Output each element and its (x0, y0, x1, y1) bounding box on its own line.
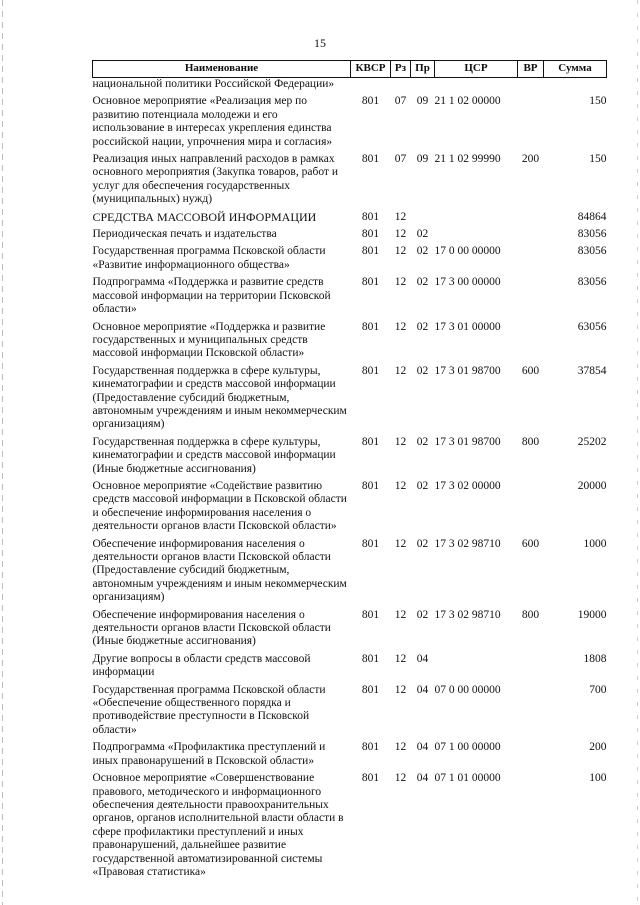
table-row (93, 680, 607, 738)
row-pr: 02 (416, 228, 429, 241)
row-rz: 12 (394, 683, 407, 696)
row-pr: 09 (416, 95, 429, 108)
row-csr: 07 1 01 00000 (434, 772, 501, 785)
row-csr (435, 78, 518, 92)
row-csr: 07 1 00 00000 (434, 741, 501, 754)
table-row (93, 432, 607, 476)
row-pr: 02 (416, 435, 429, 448)
table-row (93, 534, 607, 605)
row-sum: 150 (589, 153, 607, 166)
row-sum: 37854 (577, 364, 607, 377)
table-row (93, 605, 607, 649)
row-vr: 800 (521, 435, 540, 448)
table-row (93, 241, 607, 272)
row-pr: 02 (416, 276, 429, 289)
row-vr: 200 (521, 153, 540, 166)
row-kvsr: 801 (361, 772, 380, 785)
row-sum: 83056 (577, 276, 607, 289)
row-csr: 21 1 02 00000 (434, 95, 501, 108)
row-name: Реализация иных направлений расходов в рамках основного мероприятия (Закупка товаров, работ и услуг для обеспечения государственных (муниципальных) нужд) (92, 153, 338, 206)
row-sum: 150 (589, 95, 607, 108)
row-name: Подпрограмма «Поддержка и развитие средств массовой информации на территории Псковской области» (92, 276, 331, 316)
row-vr: 600 (521, 537, 540, 550)
row-rz: 12 (394, 245, 407, 258)
row-pr: 02 (416, 608, 429, 621)
row-vr (518, 768, 544, 879)
row-rz: 12 (394, 772, 407, 785)
row-kvsr: 801 (361, 364, 380, 377)
row-name: СРЕДСТВА МАССОВОЙ ИНФОРМАЦИИ (92, 209, 317, 224)
row-name: национальной политики Российской Федерации» (92, 78, 335, 90)
col-header-sum: Сумма (544, 61, 607, 78)
row-sum: 200 (589, 741, 607, 754)
row-rz: 12 (394, 228, 407, 241)
row-vr (518, 91, 544, 149)
scan-edge-left (2, 0, 3, 905)
row-rz: 07 (394, 95, 407, 108)
row-sum: 63056 (577, 320, 607, 333)
row-pr: 04 (416, 772, 429, 785)
row-kvsr: 801 (361, 683, 380, 696)
row-rz: 07 (394, 153, 407, 166)
row-vr (518, 241, 544, 272)
budget-table (92, 60, 607, 879)
row-name: Периодическая печать и издательства (92, 228, 277, 241)
row-sum: 83056 (577, 245, 607, 258)
table-row (93, 768, 607, 879)
table-row (93, 91, 607, 149)
row-name: Государственная поддержка в сфере культуры, кинематографии и средств массовой информации (Предоставление субсидий бюджетным, автономным учреждениям и иным некоммерческим организациям) (92, 364, 347, 431)
row-name: Основное мероприятие «Совершенствование правового, методического и информационного обеспечения деятельности правоохранительных органов, органов исполнительной власти области в сфере профилактики преступлений и иных правонарушений, дальнейшее развитие государственной автоматизированной системы «Правовая статистика» (92, 772, 344, 878)
table-row (93, 317, 607, 361)
row-rz: 12 (394, 320, 407, 333)
row-sum: 20000 (577, 479, 607, 492)
row-name: Другие вопросы в области средств массовой информации (92, 652, 311, 679)
row-pr: 04 (416, 741, 429, 754)
row-rz: 12 (394, 537, 407, 550)
col-header-csr: ЦСР (435, 61, 518, 78)
row-kvsr: 801 (361, 320, 380, 333)
table-row (93, 737, 607, 768)
row-rz: 12 (394, 210, 407, 223)
row-name: Подпрограмма «Профилактика преступлений и иных правонарушений в Псковской области» (92, 741, 326, 767)
row-kvsr: 801 (361, 537, 380, 550)
row-rz: 12 (394, 479, 407, 492)
row-pr: 02 (416, 479, 429, 492)
row-sum: 1000 (583, 537, 607, 550)
table-body (93, 78, 607, 880)
row-kvsr: 801 (361, 479, 380, 492)
row-kvsr: 801 (361, 95, 380, 108)
row-csr (435, 649, 518, 680)
row-rz: 12 (394, 435, 407, 448)
row-vr (518, 78, 544, 92)
row-kvsr: 801 (361, 435, 380, 448)
row-kvsr: 801 (361, 276, 380, 289)
row-pr (411, 78, 435, 92)
table-row (93, 476, 607, 534)
row-rz: 12 (394, 364, 407, 377)
row-pr: 02 (416, 537, 429, 550)
table-row (93, 149, 607, 207)
row-vr (518, 649, 544, 680)
row-name: Основное мероприятие «Реализация мер по развитию потенциала молодежи и его использование в интересах укрепления единства российской нации, упрочнения мира и согласия» (92, 95, 333, 148)
row-vr (518, 224, 544, 241)
row-pr: 04 (416, 652, 429, 665)
row-csr: 17 3 02 98710 (434, 608, 501, 621)
row-pr (411, 207, 435, 224)
row-csr: 07 0 00 00000 (434, 683, 501, 696)
row-name: Основное мероприятие «Поддержка и развитие государственных и муниципальных средств массовой информации Псковской области» (92, 320, 326, 360)
col-header-rz: Рз (391, 61, 411, 78)
row-vr (518, 680, 544, 738)
row-csr: 17 3 01 00000 (434, 320, 501, 333)
table-row (93, 272, 607, 316)
col-header-name: Наименование (93, 61, 351, 78)
row-csr: 17 3 00 00000 (434, 276, 501, 289)
row-vr (518, 272, 544, 316)
row-sum (544, 78, 607, 92)
table-row (93, 207, 607, 224)
row-csr: 17 3 02 98710 (434, 537, 501, 550)
row-kvsr: 801 (361, 210, 380, 223)
row-name: Основное мероприятие «Содействие развитию средств массовой информации в Псковской области и обеспечение информирования населения о деятельности органов власти Псковской области» (92, 479, 347, 533)
row-rz: 12 (394, 608, 407, 621)
row-kvsr: 801 (361, 741, 380, 754)
row-csr (435, 224, 518, 241)
row-kvsr: 801 (361, 228, 380, 241)
row-vr (518, 737, 544, 768)
row-vr (518, 476, 544, 534)
row-kvsr: 801 (361, 245, 380, 258)
row-vr (518, 317, 544, 361)
row-kvsr: 801 (361, 153, 380, 166)
row-name: Государственная программа Псковской области «Развитие информационного общества» (92, 245, 326, 271)
row-sum: 84864 (577, 210, 607, 223)
row-csr: 21 1 02 99990 (434, 153, 501, 166)
table-row (93, 361, 607, 432)
col-header-pr: Пр (411, 61, 435, 78)
row-pr: 09 (416, 153, 429, 166)
row-sum: 19000 (577, 608, 607, 621)
row-rz: 12 (394, 652, 407, 665)
row-rz: 12 (394, 741, 407, 754)
row-sum: 100 (589, 772, 607, 785)
table-row (93, 78, 607, 92)
row-sum: 25202 (577, 435, 607, 448)
row-csr: 17 3 02 00000 (434, 479, 501, 492)
table-row (93, 649, 607, 680)
row-name: Обеспечение информирования населения о деятельности органов власти Псковской области (Предоставление субсидий бюджетным, автономным учреждениям и иным некоммерческим организациям) (92, 537, 347, 604)
col-header-vr: ВР (518, 61, 544, 78)
row-pr: 02 (416, 364, 429, 377)
col-header-kvsr: КВСР (351, 61, 391, 78)
row-rz: 12 (394, 276, 407, 289)
row-vr: 600 (521, 364, 540, 377)
row-kvsr (351, 78, 391, 92)
row-name: Государственная поддержка в сфере культуры, кинематографии и средств массовой информации (Иные бюджетные ассигнования) (92, 435, 336, 475)
row-csr (435, 207, 518, 224)
scan-edge-right (637, 0, 638, 905)
row-rz (391, 78, 411, 92)
table-header-row (93, 61, 607, 78)
row-csr: 17 3 01 98700 (434, 435, 501, 448)
row-vr (518, 207, 544, 224)
page-number: 15 (314, 36, 326, 50)
row-csr: 17 0 00 00000 (434, 245, 501, 258)
row-vr: 800 (521, 608, 540, 621)
row-sum: 83056 (577, 228, 607, 241)
row-sum: 1808 (583, 652, 607, 665)
row-csr: 17 3 01 98700 (434, 364, 501, 377)
row-kvsr: 801 (361, 652, 380, 665)
row-pr: 02 (416, 245, 429, 258)
row-name: Обеспечение информирования населения о деятельности органов власти Псковской области (Иные бюджетные ассигнования) (92, 608, 331, 648)
table-row (93, 224, 607, 241)
row-kvsr: 801 (361, 608, 380, 621)
row-pr: 02 (416, 320, 429, 333)
row-name: Государственная программа Псковской области «Обеспечение общественного порядка и противодействие преступности в Псковской области» (92, 683, 326, 736)
row-sum: 700 (589, 683, 607, 696)
row-pr: 04 (416, 683, 429, 696)
